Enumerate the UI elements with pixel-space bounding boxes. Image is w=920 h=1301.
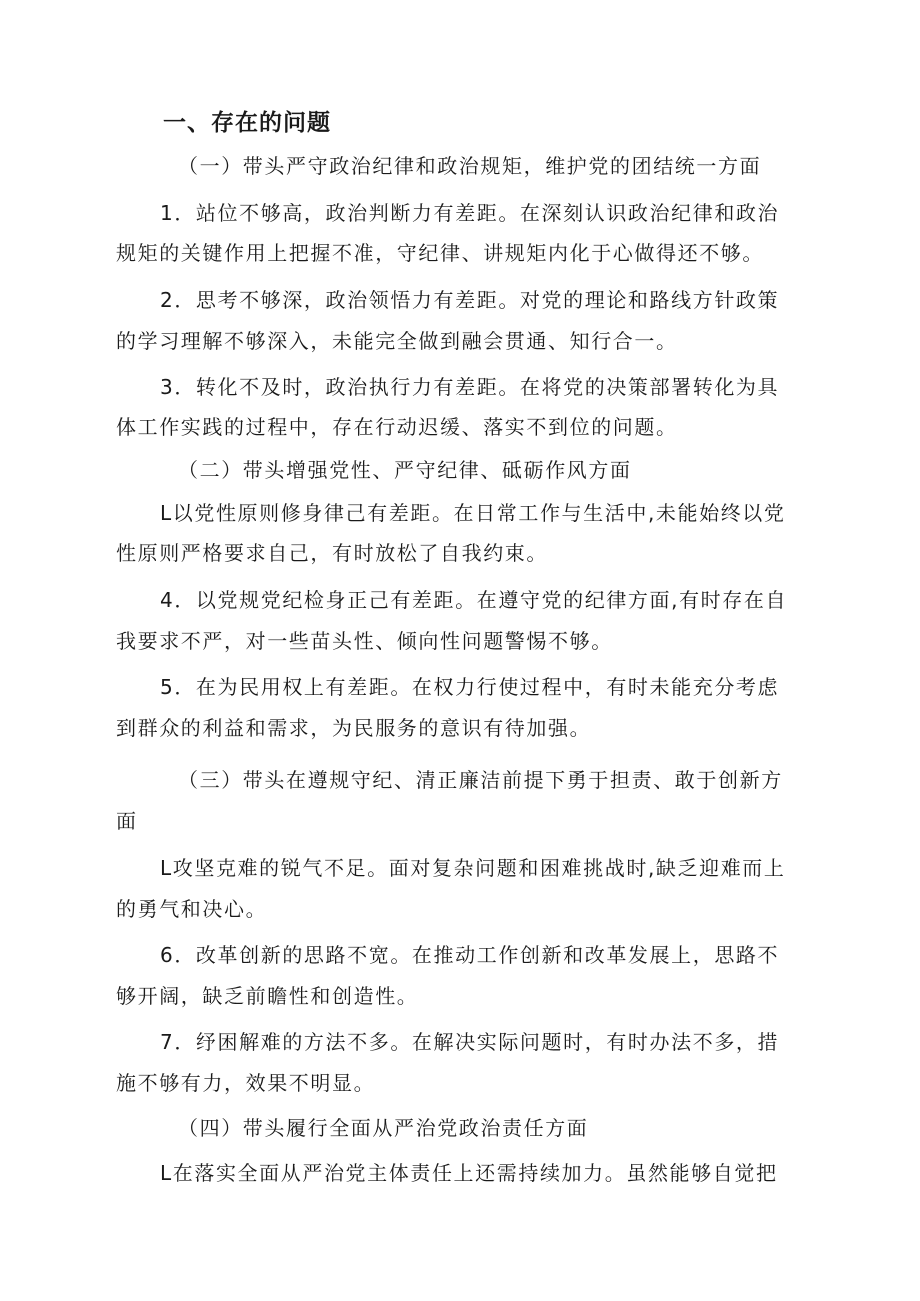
paragraph-line: 6．改革创新的思路不宽。在推动工作创新和改革发展上，思路不 xyxy=(160,943,780,967)
subsection-heading-3: （三）带头在遵规守纪、清正廉洁前提下勇于担责、敢于创新方 xyxy=(178,768,783,792)
paragraph-line: L攻坚克难的锐气不足。面对复杂问题和困难挑战时,缺乏迎难而上 xyxy=(160,856,786,880)
paragraph-line: 4．以党规党纪检身正己有差距。在遵守党的纪律方面,有时存在自 xyxy=(160,588,788,612)
paragraph-line: 我要求不严，对一些苗头性、倾向性问题警惕不够。 xyxy=(116,629,613,653)
paragraph-line: 的学习理解不够深入，未能完全做到融会贯通、知行合一。 xyxy=(116,329,678,353)
paragraph-line: 1．站位不够高，政治判断力有差距。在深刻认识政治纪律和政治 xyxy=(160,201,780,225)
paragraph-line: 2．思考不够深，政治领悟力有差距。对党的理论和路线方针政策 xyxy=(160,288,780,312)
subsection-heading-2: （二）带头增强党性、严守纪律、砥砺作风方面 xyxy=(178,458,632,482)
subsection-heading-1: （一）带头严守政治纪律和政治规矩，维护党的团结统一方面 xyxy=(178,154,762,178)
paragraph-line: 施不够有力，效果不明显。 xyxy=(116,1071,376,1095)
paragraph-line: 体工作实践的过程中，存在行动迟缓、落实不到位的问题。 xyxy=(116,415,678,439)
subsection-heading-3-cont: 面 xyxy=(116,809,138,833)
paragraph-line: 3．转化不及时，政治执行力有差距。在将党的决策部署转化为具 xyxy=(160,375,780,399)
paragraph-line: L在落实全面从严治党主体责任上还需持续加力。虽然能够自觉把 xyxy=(160,1161,778,1185)
paragraph-line: 到群众的利益和需求，为民服务的意识有待加强。 xyxy=(116,716,592,740)
paragraph-line: 够开阔，缺乏前瞻性和创造性。 xyxy=(116,984,419,1008)
paragraph-line: 的勇气和决心。 xyxy=(116,897,268,921)
subsection-heading-4: （四）带头履行全面从严治党政治责任方面 xyxy=(178,1116,589,1140)
paragraph-line: 规矩的关键作用上把握不准，守纪律、讲规矩内化于心做得还不够。 xyxy=(116,241,764,265)
paragraph-line: 性原则严格要求自己，有时放松了自我约束。 xyxy=(116,541,548,565)
paragraph-line: L以党性原则修身律己有差距。在日常工作与生活中,未能始终以党 xyxy=(160,501,786,525)
paragraph-line: 5．在为民用权上有差距。在权力行使过程中，有时未能充分考虑 xyxy=(160,675,780,699)
section-heading: 一、存在的问题 xyxy=(163,110,331,136)
paragraph-line: 7．纾困解难的方法不多。在解决实际问题时，有时办法不多，措 xyxy=(160,1030,780,1054)
